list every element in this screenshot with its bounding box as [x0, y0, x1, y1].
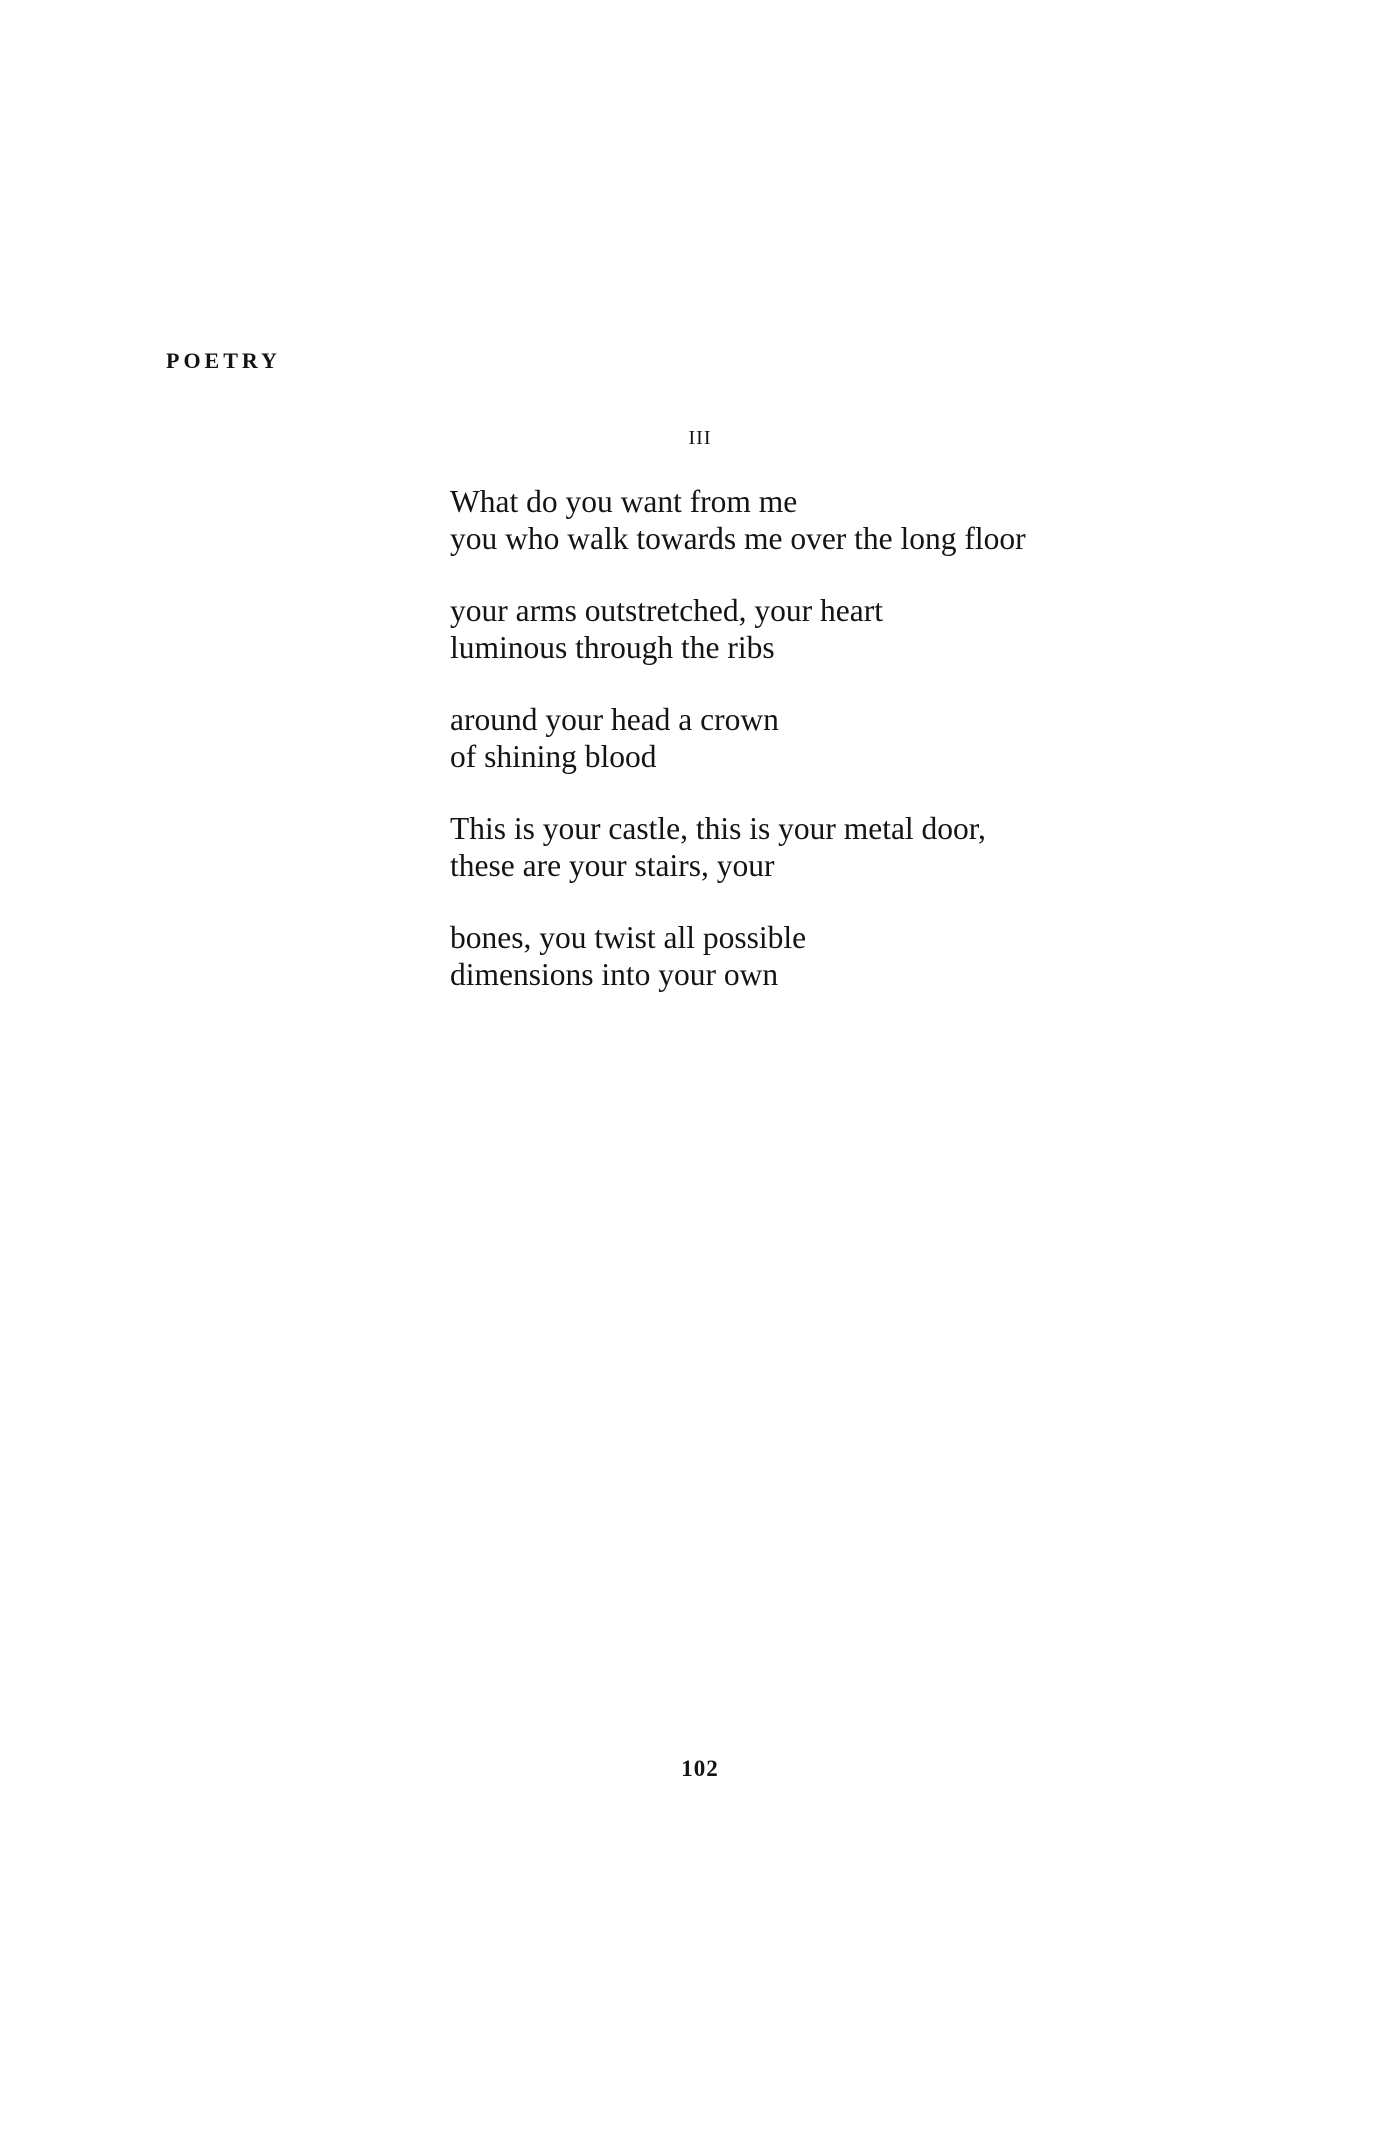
- stanza-1: [450, 483, 1350, 557]
- stanza-5: [450, 919, 1350, 993]
- stanza-4: [450, 810, 1350, 884]
- poem-line: of shining blood: [450, 739, 657, 774]
- page-number: 102: [681, 1756, 719, 1781]
- poem-line: What do you want from me: [450, 484, 798, 519]
- poem-line: you who walk towards me over the long floor: [450, 521, 1026, 556]
- running-head: POETRY: [166, 348, 281, 373]
- poem-line: these are your stairs, your: [450, 848, 775, 883]
- poem-line: This is your castle, this is your metal door,: [450, 811, 986, 846]
- stanza-2: [450, 592, 1350, 666]
- poem-line: your arms outstretched, your heart: [450, 593, 883, 628]
- stanza-3: [450, 701, 1350, 775]
- poem-line: around your head a crown: [450, 702, 779, 737]
- poem-line: luminous through the ribs: [450, 630, 775, 665]
- poem-line: bones, you twist all possible: [450, 920, 807, 955]
- poem-body: [450, 483, 1350, 1028]
- section-number: III: [688, 427, 712, 449]
- poem-line: dimensions into your own: [450, 957, 779, 992]
